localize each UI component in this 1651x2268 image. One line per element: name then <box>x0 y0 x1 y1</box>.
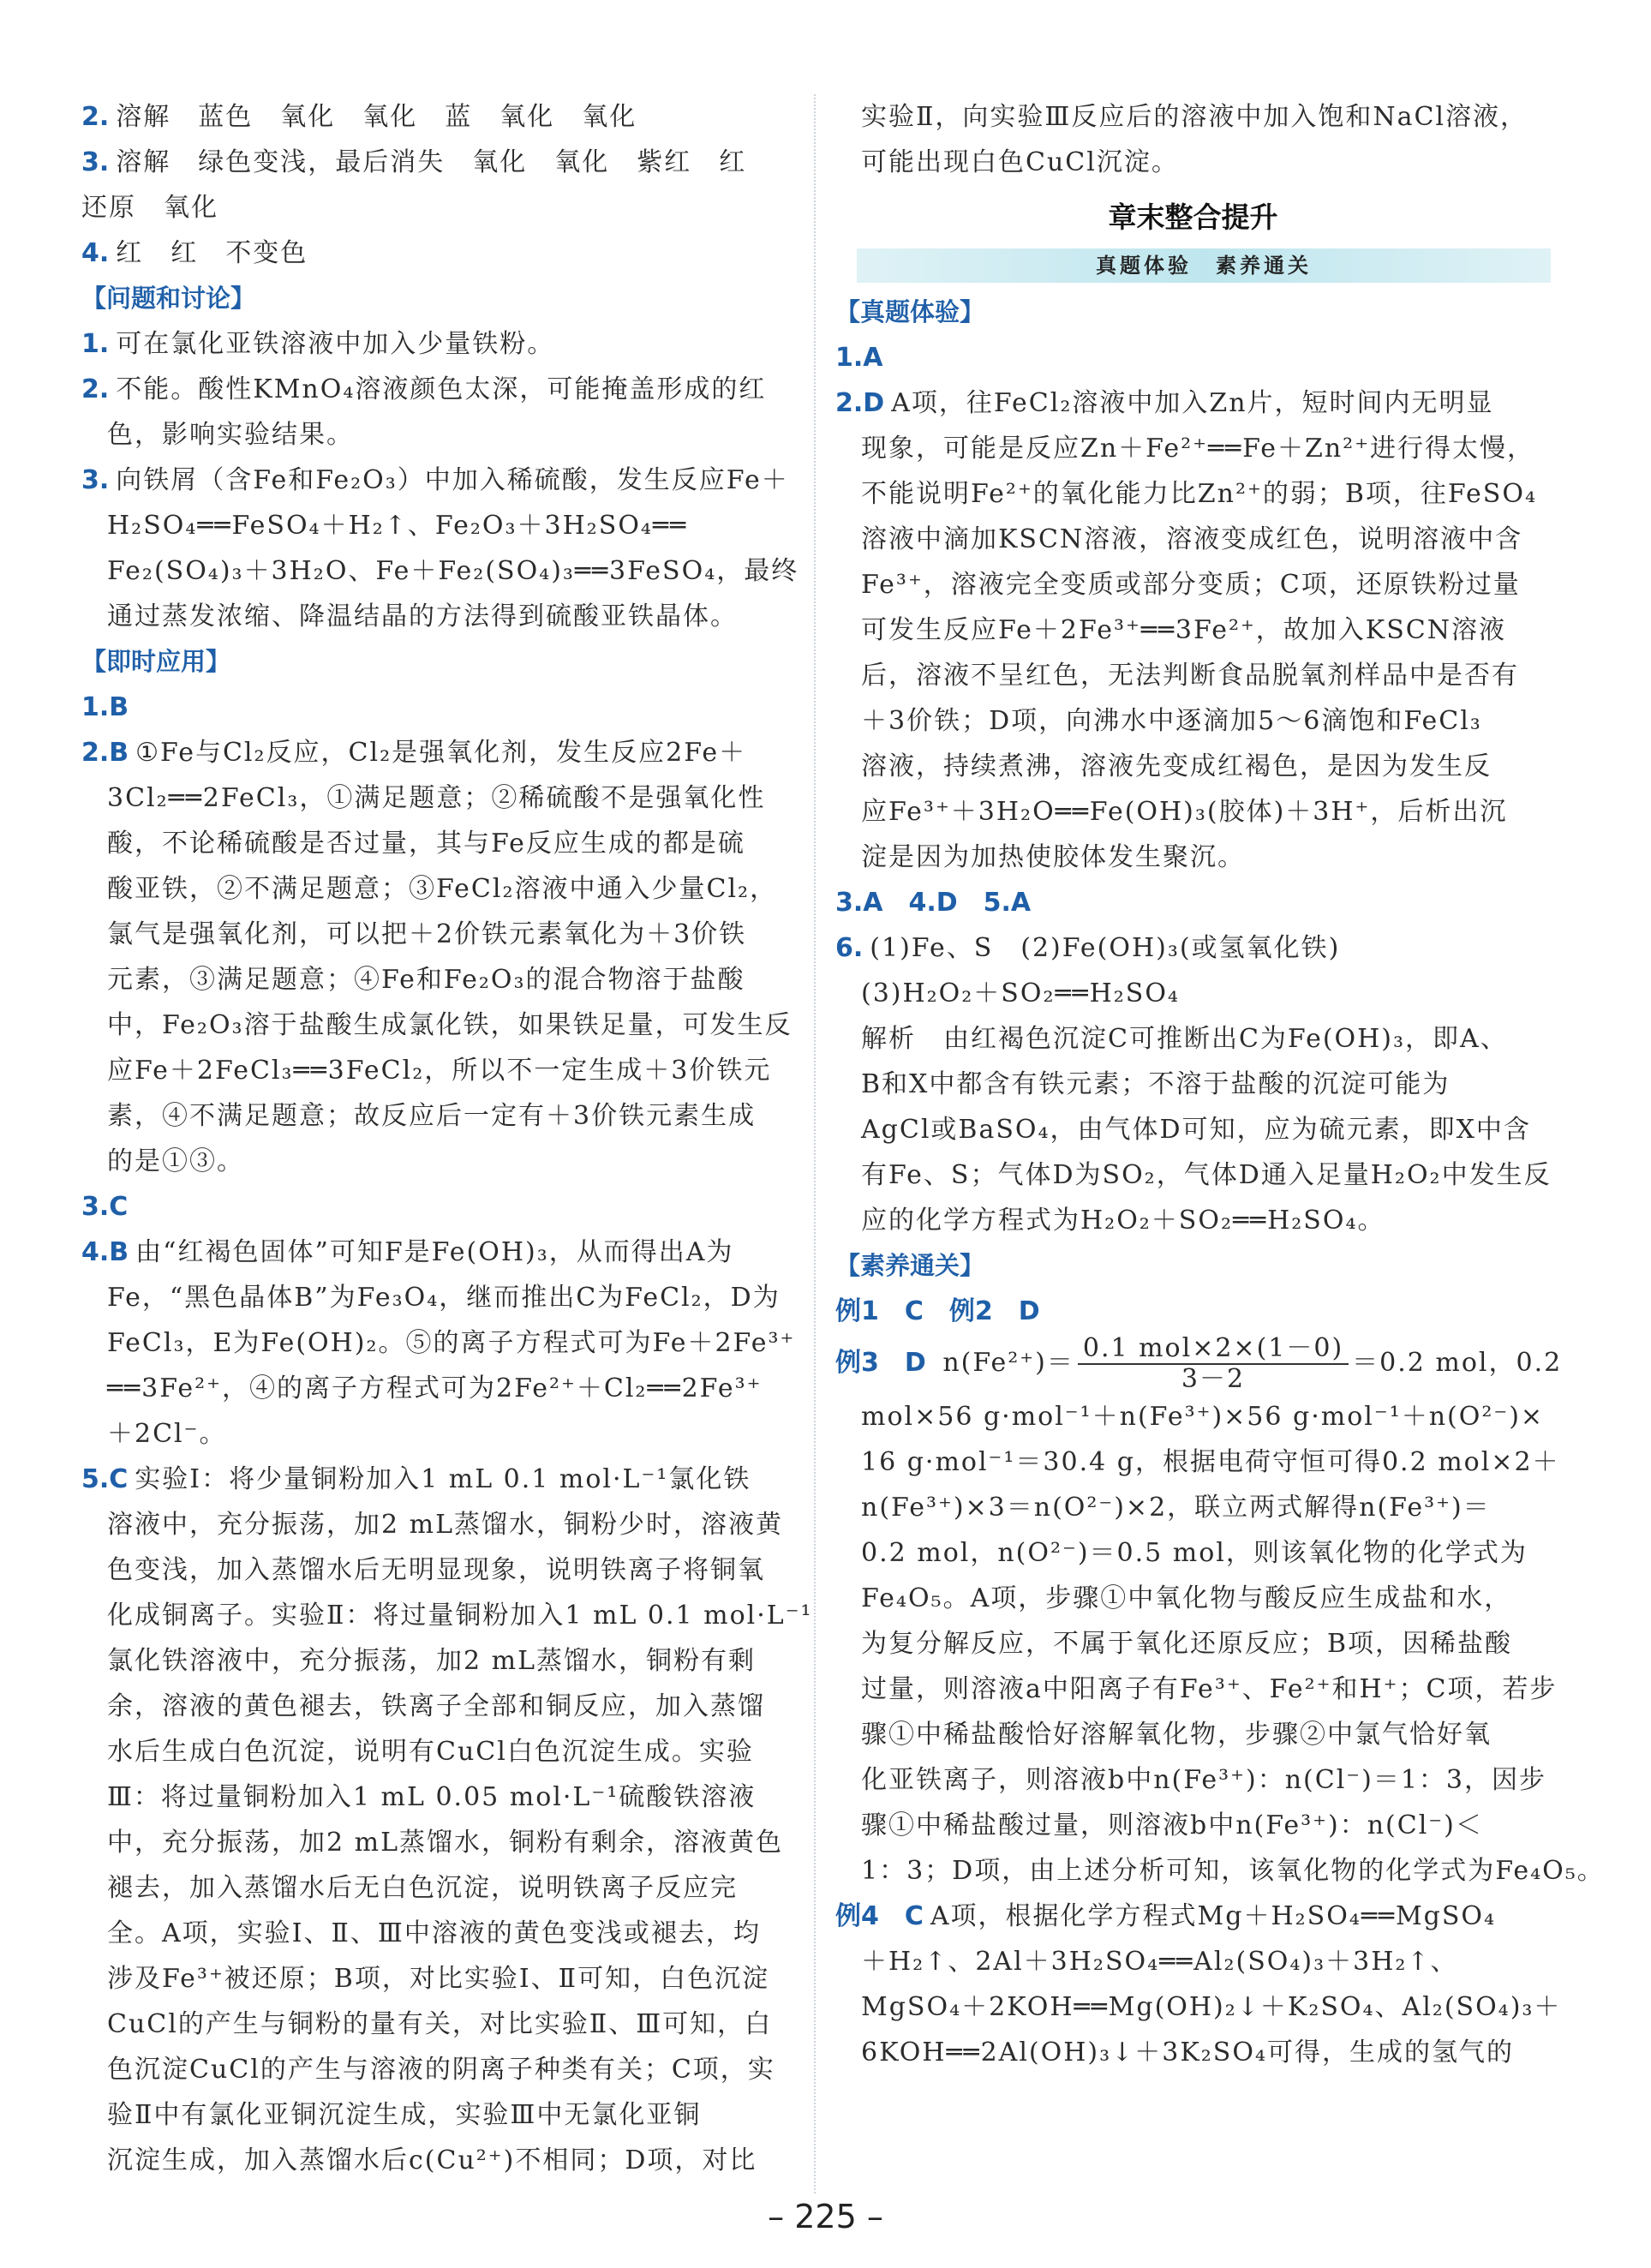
item-text: 骤①中稀盐酸恰好溶解氧化物，步骤②中氯气恰好氧 <box>861 1720 1492 1750</box>
item-text: ＋H₂↑、2Al＋3H₂SO₄══Al₂(SO₄)₃＋3H₂↑、 <box>861 1947 1458 1977</box>
text-line <box>81 775 793 821</box>
item-text: 中，Fe₂O₃溶于盐酸生成氯化铁，如果铁足量，可发生反 <box>107 1010 793 1040</box>
answer-item <box>835 880 1551 925</box>
text-line <box>81 1547 793 1593</box>
item-text: ＋3价铁；D项，向沸水中逐滴加5～6滴饱和FeCl₃ <box>861 706 1482 736</box>
section-banner: 真题体验 素养通关 <box>857 248 1551 283</box>
item-text: Ⅲ：将过量铜粉加入1 mL 0.05 mol·L⁻¹硫酸铁溶液 <box>107 1782 757 1812</box>
example-3-line <box>835 1333 1563 1394</box>
example-3-label: 例3 D <box>835 1348 926 1378</box>
answer-item <box>835 335 1551 380</box>
item-text: 酸，不论稀硫酸是否过量，其与Fe反应生成的都是硫 <box>107 829 745 859</box>
item-number: 3. <box>81 465 110 495</box>
answer-item <box>81 1230 793 1275</box>
item-text: 红 红 不变色 <box>116 238 308 268</box>
item-text: (3)H₂O₂＋SO₂══H₂SO₄ <box>861 978 1180 1008</box>
text-line <box>81 1048 793 1093</box>
example-3-rhs: ＝0.2 mol，0.2 <box>1352 1348 1563 1378</box>
text-line <box>835 517 1551 562</box>
example-3-lhs: n(Fe²⁺)＝ <box>942 1348 1074 1378</box>
item-text: mol×56 g·mol⁻¹＋n(Fe³⁺)×56 g·mol⁻¹＋n(O²⁻)× <box>861 1402 1545 1432</box>
item-text: 应的化学方程式为H₂O₂＋SO₂══H₂SO₄。 <box>861 1206 1385 1236</box>
text-line <box>81 1911 793 1956</box>
answer-item <box>81 458 793 503</box>
item-text: 由“红褐色固体”可知F是Fe(OH)₃，从而得出A为 <box>135 1237 734 1267</box>
text-line <box>81 1593 813 1638</box>
item-text: 中，充分振荡，加2 mL蒸馏水，铜粉有剩余，溶液黄色 <box>107 1828 783 1858</box>
text-line <box>835 607 1551 653</box>
answer-item <box>81 685 793 730</box>
item-text: 化亚铁离子，则溶液b中n(Fe³⁺)：n(Cl⁻)＝1：3，因步 <box>861 1765 1547 1795</box>
item-text: FeCl₃，E为Fe(OH)₂。⑤的离子方程式可为Fe＋2Fe³⁺ <box>107 1328 796 1358</box>
text-line <box>81 1002 793 1048</box>
text-line <box>81 1729 793 1774</box>
text-line <box>835 1848 1605 1894</box>
fraction-numerator: 0.1 mol×2×(1－0) <box>1078 1334 1349 1365</box>
answer-item <box>81 730 793 775</box>
text-line <box>81 1139 793 1184</box>
item-text: 解析 由红褐色沉淀C可推断出C为Fe(OH)₃，即A、 <box>861 1024 1508 1054</box>
answer-item <box>81 1457 793 1502</box>
answer-item <box>835 380 1551 426</box>
item-text: 可发生反应Fe＋2Fe³⁺══3Fe²⁺，故加入KSCN溶液 <box>861 615 1506 645</box>
item-text: 素，④不满足题意；故反应后一定有＋3价铁元素生成 <box>107 1101 757 1131</box>
answer-item <box>81 140 793 185</box>
text-line <box>835 1530 1551 1576</box>
item-text: 的是①③。 <box>107 1146 244 1176</box>
text-line <box>835 1939 1551 1984</box>
item-text: Fe³⁺，溶液完全变质或部分变质；C项，还原铁粉过量 <box>861 570 1521 600</box>
item-text: A项，根据化学方程式Mg＋H₂SO₄══MgSO₄ <box>930 1901 1497 1931</box>
text-line <box>835 1107 1551 1152</box>
answer-item <box>835 1289 1551 1334</box>
text-line <box>81 866 793 912</box>
fraction-denominator: 3－2 <box>1181 1364 1246 1394</box>
answer-item <box>835 925 1551 971</box>
text-line <box>81 821 793 866</box>
text-line <box>835 1152 1551 1198</box>
item-text: 1：3；D项，由上述分析可知，该氧化物的化学式为Fe₄O₅。 <box>861 1856 1605 1886</box>
item-text: 通过蒸发浓缩、降温结晶的方法得到硫酸亚铁晶体。 <box>107 601 738 631</box>
item-text: 过量，则溶液a中阳离子有Fe³⁺、Fe²⁺和H⁺；C项，若步 <box>861 1674 1558 1704</box>
item-text: 溶液中，充分振荡，加2 mL蒸馏水，铜粉少时，溶液黄 <box>107 1510 783 1540</box>
fraction <box>1078 1334 1349 1394</box>
section-heading: 【问题和讨论】 <box>81 284 256 313</box>
text-line <box>835 562 1551 607</box>
text-line <box>835 835 1551 880</box>
item-text: AgCl或BaSO₄，由气体D可知，应为硫元素，即X中含 <box>861 1115 1531 1145</box>
text-line <box>81 412 793 458</box>
item-text: 为复分解反应，不属于氧化还原反应；B项，因稀盐酸 <box>861 1629 1513 1659</box>
item-text: MgSO₄＋2KOH══Mg(OH)₂↓＋K₂SO₄、Al₂(SO₄)₃＋ <box>861 1992 1562 2022</box>
item-number: 2.D <box>835 388 885 418</box>
item-text: 不能。酸性KMnO₄溶液颜色太深，可能掩盖形成的红 <box>116 374 767 404</box>
item-text: ＋2Cl⁻。 <box>107 1419 227 1449</box>
item-number: 例1 C 例2 D <box>835 1296 1040 1326</box>
item-text: 酸亚铁，②不满足题意；③FeCl₂溶液中通入少量Cl₂， <box>107 874 778 904</box>
item-text: 色变浅，加入蒸馏水后无明显现象，说明铁离子将铜氧 <box>107 1555 765 1585</box>
text-line <box>835 744 1551 789</box>
text-line <box>81 594 793 639</box>
text-line <box>835 1485 1551 1530</box>
text-line <box>81 1820 793 1865</box>
text-line <box>81 2002 793 2047</box>
item-text: 色，影响实验结果。 <box>107 420 354 450</box>
answer-item <box>81 94 793 140</box>
answer-item <box>835 1894 1551 1939</box>
item-text: 水后生成白色沉淀，说明有CuCl白色沉淀生成。实验 <box>107 1737 754 1767</box>
item-text: 褪去，加入蒸馏水后无白色沉淀，说明铁离子反应完 <box>107 1873 738 1903</box>
item-text: 余，溶液的黄色褪去，铁离子全部和铜反应，加入蒸馏 <box>107 1691 765 1721</box>
item-text: 0.2 mol，n(O²⁻)＝0.5 mol，则该氧化物的化学式为 <box>861 1538 1528 1568</box>
text-line <box>81 503 793 548</box>
item-number: 例4 C <box>835 1901 924 1931</box>
text-line <box>835 653 1551 698</box>
item-text: 全。A项，实验Ⅰ、Ⅱ、Ⅲ中溶液的黄色变浅或褪去，均 <box>107 1918 761 1948</box>
item-text: 应Fe＋2FeCl₃══3FeCl₂，所以不一定生成＋3价铁元 <box>107 1056 772 1086</box>
page-number: – 225 – <box>768 2198 883 2235</box>
item-text: 沉淀生成，加入蒸馏水后c(Cu²⁺)不相同；D项，对比 <box>107 2145 757 2175</box>
item-text: 淀是因为加热使胶体发生聚沉。 <box>861 842 1245 872</box>
item-text: A项，往FeCl₂溶液中加入Zn片，短时间内无明显 <box>891 388 1494 418</box>
left-column <box>81 94 813 2183</box>
item-number: 3.C <box>81 1192 129 1222</box>
text-line <box>81 2138 793 2183</box>
item-number: 2. <box>81 102 110 132</box>
item-text: Fe₄O₅。A项，步骤①中氧化物与酸反应生成盐和水， <box>861 1583 1512 1613</box>
text-line <box>81 2092 793 2138</box>
item-text: 不能说明Fe²⁺的氧化能力比Zn²⁺的弱；B项，往FeSO₄ <box>861 479 1537 509</box>
text-line <box>835 971 1551 1016</box>
text-line <box>81 1638 793 1684</box>
text-line <box>81 1275 793 1320</box>
item-number: 4. <box>81 238 110 268</box>
item-text: 溶解 蓝色 氧化 氧化 蓝 氧化 氧化 <box>116 102 637 132</box>
text-line <box>81 957 793 1002</box>
text-line <box>835 1984 1562 2030</box>
item-text: 骤①中稀盐酸过量，则溶液b中n(Fe³⁺)：n(Cl⁻)＜ <box>861 1810 1483 1840</box>
item-text: H₂SO₄══FeSO₄＋H₂↑、Fe₂O₃＋3H₂SO₄══ <box>107 511 688 541</box>
item-number: 3. <box>81 147 110 177</box>
text-line <box>835 1757 1551 1803</box>
section-heading: 【素养通关】 <box>835 1251 985 1280</box>
item-text: 16 g·mol⁻¹＝30.4 g，根据电荷守恒可得0.2 mol×2＋ <box>861 1447 1560 1477</box>
item-text: 色沉淀CuCl的产生与溶液的阴离子种类有关；C项，实 <box>107 2055 775 2085</box>
answer-item <box>81 1184 793 1230</box>
chapter-title: 章末整合提升 <box>1108 200 1278 234</box>
answer-item <box>81 230 793 276</box>
item-text: 可在氯化亚铁溶液中加入少量铁粉。 <box>116 329 555 359</box>
text-line <box>835 1062 1551 1107</box>
text-line <box>835 1394 1551 1439</box>
text-line <box>835 471 1551 517</box>
section-heading: 【真题体验】 <box>835 297 985 326</box>
item-text: 元素，③满足题意；④Fe和Fe₂O₃的混合物溶于盐酸 <box>107 965 745 995</box>
item-number: 2.B <box>81 738 129 768</box>
text-line <box>81 2047 793 2092</box>
section-heading: 【即时应用】 <box>81 647 231 676</box>
text-line <box>835 140 1551 185</box>
column-divider <box>814 94 816 2193</box>
text-line <box>81 1093 793 1139</box>
text-line <box>835 1621 1551 1667</box>
item-number: 6. <box>835 933 864 963</box>
text-line <box>81 1502 793 1547</box>
text-line <box>835 1198 1551 1243</box>
item-text: 溶液，持续煮沸，溶液先变成红褐色，是因为发生反 <box>861 751 1492 781</box>
text-line <box>835 1712 1551 1757</box>
item-text: 实验Ⅱ，向实验Ⅲ反应后的溶液中加入饱和NaCl溶液， <box>861 102 1528 132</box>
answer-item <box>81 367 793 412</box>
text-line <box>81 1320 796 1366</box>
item-text: 溶液中滴加KSCN溶液，溶液变成红色，说明溶液中含 <box>861 524 1523 554</box>
item-text: 化成铜离子。实验Ⅱ：将过量铜粉加入1 mL 0.1 mol·L⁻¹ <box>107 1601 813 1631</box>
right-column <box>835 94 1605 2075</box>
item-number: 2. <box>81 374 110 404</box>
item-text: CuCl的产生与铜粉的量有关，对比实验Ⅱ、Ⅲ可知，白 <box>107 2009 773 2039</box>
item-text: 可能出现白色CuCl沉淀。 <box>861 147 1179 177</box>
text-line <box>835 1803 1551 1848</box>
item-number: 1. <box>81 329 110 359</box>
item-number: 1.B <box>81 692 129 722</box>
text-line <box>835 2030 1551 2075</box>
text-line <box>81 912 793 957</box>
item-text: n(Fe³⁺)×3＝n(O²⁻)×2，联立两式解得n(Fe³⁺)＝ <box>861 1493 1491 1523</box>
item-text: B和X中都含有铁元素；不溶于盐酸的沉淀可能为 <box>861 1069 1451 1099</box>
item-text: 验Ⅱ中有氯化亚铜沉淀生成，实验Ⅲ中无氯化亚铜 <box>107 2100 702 2130</box>
item-text: ①Fe与Cl₂反应，Cl₂是强氧化剂，发生反应2Fe＋ <box>135 738 747 768</box>
item-text: 后，溶液不呈红色，无法判断食品脱氧剂样品中是否有 <box>861 661 1519 691</box>
text-line <box>835 426 1551 471</box>
item-text: 氯化铁溶液中，充分振荡，加2 mL蒸馏水，铜粉有剩 <box>107 1646 756 1676</box>
text-line <box>81 1411 793 1457</box>
text-line <box>81 1684 793 1729</box>
item-number: 4.B <box>81 1237 129 1267</box>
item-text: 向铁屑（含Fe和Fe₂O₃）中加入稀硫酸，发生反应Fe＋ <box>116 465 789 495</box>
text-line <box>81 548 799 594</box>
text-line <box>835 789 1551 835</box>
item-text: 氯气是强氧化剂，可以把＋2价铁元素氧化为＋3价铁 <box>107 919 747 949</box>
item-number: 1.A <box>835 343 883 373</box>
text-line <box>81 1366 793 1411</box>
text-line <box>835 1439 1560 1485</box>
text-line <box>835 698 1551 744</box>
text-line <box>81 185 793 230</box>
item-text: 实验Ⅰ：将少量铜粉加入1 mL 0.1 mol·L⁻¹氯化铁 <box>135 1464 751 1494</box>
text-line <box>81 1865 793 1911</box>
text-line <box>835 94 1551 140</box>
item-text: Fe，“黑色晶体B”为Fe₃O₄，继而推出C为FeCl₂，D为 <box>107 1283 781 1313</box>
item-text: 应Fe³⁺＋3H₂O══Fe(OH)₃(胶体)＋3H⁺，后析出沉 <box>861 797 1508 827</box>
text-line <box>81 1774 793 1820</box>
item-text: 现象，可能是反应Zn＋Fe²⁺══Fe＋Zn²⁺进行得太慢， <box>861 434 1535 464</box>
item-text: 还原 氧化 <box>81 193 218 223</box>
item-text: Fe₂(SO₄)₃＋3H₂O、Fe＋Fe₂(SO₄)₃══3FeSO₄，最终 <box>107 556 799 586</box>
text-line <box>835 1667 1558 1712</box>
item-text: 溶解 绿色变浅，最后消失 氧化 氧化 紫红 红 <box>116 147 747 177</box>
item-number: 3.A 4.D 5.A <box>835 888 1032 918</box>
item-text: 涉及Fe³⁺被还原；B项，对比实验Ⅰ、Ⅱ可知，白色沉淀 <box>107 1964 770 1994</box>
text-line <box>81 1956 793 2002</box>
text-line <box>835 1016 1551 1062</box>
item-text: 6KOH══2Al(OH)₃↓＋3K₂SO₄可得，生成的氢气的 <box>861 2038 1514 2068</box>
item-text: ══3Fe²⁺，④的离子方程式可为2Fe²⁺＋Cl₂══2Fe³⁺ <box>107 1373 763 1403</box>
item-number: 5.C <box>81 1464 129 1494</box>
item-text: 3Cl₂══2FeCl₃，①满足题意；②稀硫酸不是强氧化性 <box>107 783 766 813</box>
item-text: 有Fe、S；气体D为SO₂，气体D通入足量H₂O₂中发生反 <box>861 1160 1552 1190</box>
text-line <box>835 1576 1551 1621</box>
answer-item <box>81 321 793 367</box>
item-text: (1)Fe、S (2)Fe(OH)₃(或氢氧化铁) <box>870 933 1341 963</box>
